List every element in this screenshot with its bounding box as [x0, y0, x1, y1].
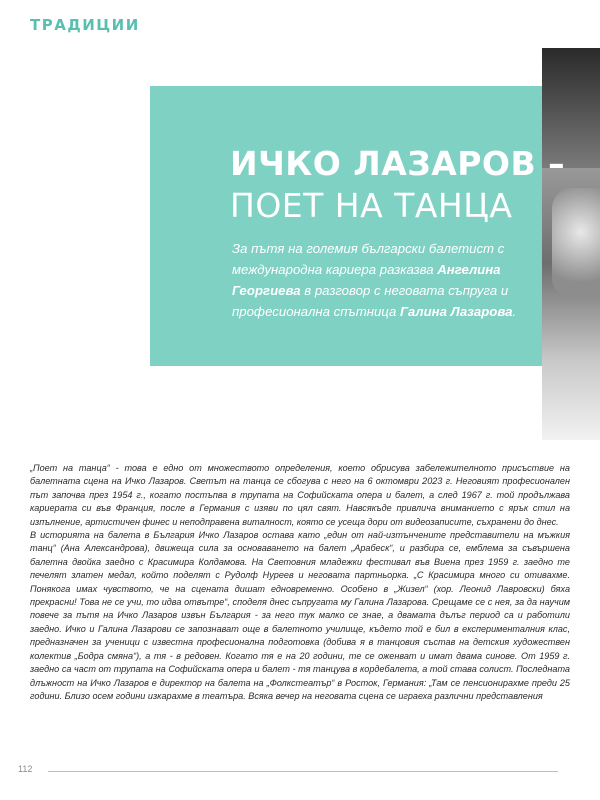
title-panel [150, 86, 542, 366]
body-paragraph-1: „Поет на танца“ - това е едно от множеството определения, което обрисува забележителното присъствие на балетната сцена на Ичко Лазаров. Светът на танца се сбогува с него на 6 октомври 2023 г. Неговият професионален път започва през 1954 г., когато постъпва в трупата на Софийската опера и балет, а след 1967 г. той продължава кариерата си във Франция, после в Германия с изяви по цял свят. Навсякъде привлича вниманието с ярък стил на изпълнение, артистичен финес и неподправена виталност, която се усеща дори от видеозаписите, съхранени до днес. [30, 463, 570, 527]
lead-author: Ангелина Георгиева [232, 262, 501, 298]
article-title-line1: ИЧКО ЛАЗАРОВ – [230, 144, 566, 183]
footer-divider [48, 771, 558, 772]
body-paragraph-2: В историята на балета в България Ичко Лазаров остава като „един от най-изтънчените представители на мъжкия танц“ (Ана Александрова), движеща сила за основаването на балет „Арабеск“, и разбира се, емблема за съвършена балетна двойка заедно с Красимира Колдамова. На Световния младежки фестивал във Виена през 1959 г. заедно те печелят златен медал, който поделят с Рудолф Нуреев и неговата партньорка. „С Красимира много си отивахме. Понякога имах чувството, че на сцената дишат едновременно. Особено в „Жизел“ (хор. Леонид Лавровски) бяха прекрасни! Това не се учи, то идва отвътре“, споделя днес съпругата му Галина Лазарова. Срещаме се с нея, за да научим повече за пътя на Ичко Лазаров извън България - за него тук малко се знае, а двамата дълъг период са и работили заедно. Ичко и Галина Лазарови се запознават още в балетното училище, където той е бил в експерименталния клас, предназначен за ученици с известна професионална подготовка (добива я в танцовия състав на детския художествен колектив „Бодра смяна“), а тя - в редовен. Когато тя е на 20 години, те се оженват и имат двама синове. От 1959 г. заедно са част от трупата на Софийската опера и балет - тя танцува в кордебалета, а той става солист. Последната длъжност на Ичко Лазаров е директор на балета на „Фолкстеатър“ в Росток, Германия: „Там се пенсионирахме преди 25 години. Близо осем години изкарахме в театъра. Всяка вечер на неговата сцена се играеха различни представления [30, 530, 570, 701]
photo-highlight [552, 188, 600, 298]
article-lead [232, 238, 532, 322]
lead-text-3: . [512, 304, 517, 319]
article-photo [542, 48, 600, 440]
lead-text-1: За пътя на големия български балетист с международна кариера разказва [232, 241, 505, 277]
article-title-line2: ПОЕТ НА ТАНЦА [230, 186, 513, 225]
lead-partner: Галина Лазарова [399, 304, 513, 319]
section-label: ТРАДИЦИИ [30, 16, 140, 34]
article-body [30, 462, 570, 703]
lead-text-2: в разговор с неговата съпруга и професионална спътница [232, 283, 509, 319]
page-number: 112 [18, 764, 33, 774]
